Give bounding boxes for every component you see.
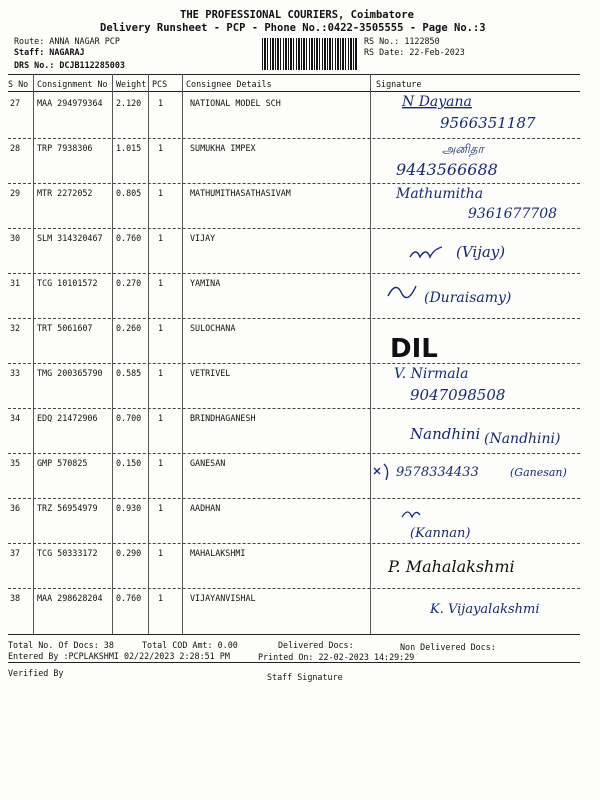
col-consignee: Consignee Details	[186, 79, 272, 89]
table-row	[0, 94, 600, 138]
row-consignee: NATIONAL MODEL SCH	[190, 98, 281, 108]
row-weight: 0.290	[116, 548, 142, 558]
handwritten-signature	[380, 407, 590, 453]
total-docs: Total No. Of Docs: 38	[8, 640, 114, 650]
handwritten-signature	[380, 587, 580, 633]
row-consignment: MAA 294979364	[37, 98, 103, 108]
svg-text:(Ganesan): (Ganesan)	[510, 466, 567, 479]
row-pcs: 1	[158, 233, 164, 243]
svg-text:9566351187: 9566351187	[440, 114, 536, 132]
table-row	[0, 458, 600, 498]
row-consignee: YAMINA	[190, 278, 221, 288]
row-weight: 0.760	[116, 593, 142, 603]
svg-text:DIL: DIL	[390, 334, 438, 363]
col-signature: Signature	[376, 79, 422, 89]
row-sno: 28	[10, 143, 21, 153]
row-consignment: MAA 298628204	[37, 593, 103, 603]
svg-text:9361677708: 9361677708	[468, 206, 558, 222]
row-consignee: AADHAN	[190, 503, 221, 513]
row-weight: 0.585	[116, 368, 142, 378]
table-row	[0, 548, 600, 588]
table-row	[0, 368, 600, 408]
svg-text:P. Mahalakshmi: P. Mahalakshmi	[388, 557, 515, 576]
svg-text:9443566688: 9443566688	[396, 160, 498, 179]
svg-text:9578334433: 9578334433	[396, 465, 479, 480]
row-sno: 33	[10, 368, 21, 378]
svg-text:அனிதா: அனிதா	[442, 142, 484, 156]
row-sno: 35	[10, 458, 21, 468]
row-consignee: SUMUKHA IMPEX	[190, 143, 256, 153]
row-sno: 37	[10, 548, 21, 558]
svg-text:Nandhini: Nandhini	[410, 425, 481, 443]
row-pcs: 1	[158, 503, 164, 513]
row-consignment: SLM 314320467	[37, 233, 103, 243]
table-row	[0, 593, 600, 633]
non-delivered-docs: Non Delivered Docs:	[400, 642, 496, 652]
row-consignee: MATHUMITHASATHASIVAM	[190, 188, 291, 198]
svg-text:K. Vijayalakshmi: K. Vijayalakshmi	[430, 602, 540, 617]
row-consignment: TRP 7938306	[37, 143, 93, 153]
handwritten-signature	[380, 542, 580, 588]
row-sno: 31	[10, 278, 21, 288]
handwritten-signature	[380, 137, 580, 183]
row-pcs: 1	[158, 413, 164, 423]
handwritten-signature	[380, 182, 590, 228]
col-sno: S No	[8, 79, 29, 89]
table-row	[0, 233, 600, 273]
row-sno: 32	[10, 323, 21, 333]
handwritten-signature	[380, 497, 580, 543]
row-consignment: MTR 2272052	[37, 188, 93, 198]
svg-text:(Nandhini): (Nandhini)	[484, 431, 561, 447]
col-pcs: PCS	[152, 79, 168, 89]
row-weight: 0.270	[116, 278, 142, 288]
row-consignee: BRINDHAGANESH	[190, 413, 256, 423]
row-consignment: TRZ 56954979	[37, 503, 98, 513]
barcode-image	[262, 38, 358, 70]
total-cod: Total COD Amt: 0.00	[142, 640, 238, 650]
row-pcs: 1	[158, 548, 164, 558]
table-row	[0, 188, 600, 228]
row-consignment: EDQ 21472906	[37, 413, 98, 423]
row-pcs: 1	[158, 593, 164, 603]
row-pcs: 1	[158, 278, 164, 288]
footer-rule	[8, 662, 580, 663]
table-row	[0, 503, 600, 543]
rs-number: RS No.: 1122850	[364, 36, 440, 46]
row-pcs: 1	[158, 323, 164, 333]
row-pcs: 1	[158, 98, 164, 108]
table-top-rule	[8, 74, 580, 75]
staff-label: Staff: NAGARAJ	[14, 47, 85, 57]
col-weight: Weight	[116, 79, 147, 89]
row-consignee: GANESAN	[190, 458, 226, 468]
row-pcs: 1	[158, 143, 164, 153]
handwritten-signature	[380, 272, 590, 318]
col-consignment: Consignment No	[37, 79, 108, 89]
row-weight: 0.805	[116, 188, 142, 198]
row-sno: 29	[10, 188, 21, 198]
row-consignment: TMG 200365790	[37, 368, 103, 378]
printed-on: Printed On: 22-02-2023 14:29:29	[258, 652, 415, 662]
table-row	[0, 143, 600, 183]
company-title: THE PROFESSIONAL COURIERS, Coimbatore	[180, 9, 414, 21]
row-sno: 27	[10, 98, 21, 108]
drs-number: DRS No.: DCJB112285003	[14, 60, 125, 70]
row-weight: 0.700	[116, 413, 142, 423]
table-bottom-rule	[8, 634, 580, 635]
row-weight: 1.015	[116, 143, 142, 153]
row-sno: 38	[10, 593, 21, 603]
entered-by: Entered By :PCPLAKSHMI 02/22/2023 2:28:51 PM	[8, 651, 230, 661]
row-consignment: GMP 570825	[37, 458, 88, 468]
svg-text:(Duraisamy): (Duraisamy)	[424, 290, 512, 306]
row-weight: 2.120	[116, 98, 142, 108]
row-consignee: SULOCHANA	[190, 323, 236, 333]
handwritten-signature	[380, 317, 580, 363]
handwritten-signature	[380, 362, 580, 408]
handwritten-signature	[380, 227, 580, 273]
svg-text:9047098508: 9047098508	[410, 386, 506, 404]
row-consignee: VIJAY	[190, 233, 216, 243]
svg-text:N Dayana: N Dayana	[402, 94, 472, 110]
runsheet-subtitle: Delivery Runsheet - PCP - Phone No.:0422-3505555 - Page No.:3	[100, 22, 486, 34]
row-sno: 36	[10, 503, 21, 513]
row-consignee: VETRIVEL	[190, 368, 231, 378]
row-consignment: TRT 5061607	[37, 323, 93, 333]
table-row	[0, 323, 600, 363]
row-pcs: 1	[158, 188, 164, 198]
table-row	[0, 413, 600, 453]
route-label: Route: ANNA NAGAR PCP	[14, 36, 120, 46]
svg-text:V. Nirmala: V. Nirmala	[394, 366, 469, 382]
handwritten-signature	[370, 452, 590, 498]
row-consignee: VIJAYANVISHAL	[190, 593, 256, 603]
svg-text:Mathumitha: Mathumitha	[396, 186, 484, 202]
row-sno: 30	[10, 233, 21, 243]
row-pcs: 1	[158, 458, 164, 468]
verified-by: Verified By	[8, 668, 64, 678]
row-weight: 0.930	[116, 503, 142, 513]
svg-text:(Kannan): (Kannan)	[410, 526, 471, 541]
row-weight: 0.760	[116, 233, 142, 243]
row-consignee: MAHALAKSHMI	[190, 548, 246, 558]
staff-signature-label: Staff Signature	[267, 672, 343, 682]
handwritten-signature	[380, 92, 580, 138]
row-weight: 0.150	[116, 458, 142, 468]
row-pcs: 1	[158, 368, 164, 378]
svg-text:(Vijay): (Vijay)	[456, 243, 506, 261]
row-consignment: TCG 50333172	[37, 548, 98, 558]
row-sno: 34	[10, 413, 21, 423]
rs-date: RS Date: 22-Feb-2023	[364, 47, 465, 57]
table-row	[0, 278, 600, 318]
row-weight: 0.260	[116, 323, 142, 333]
delivered-docs: Delivered Docs:	[278, 640, 354, 650]
row-consignment: TCG 10101572	[37, 278, 98, 288]
